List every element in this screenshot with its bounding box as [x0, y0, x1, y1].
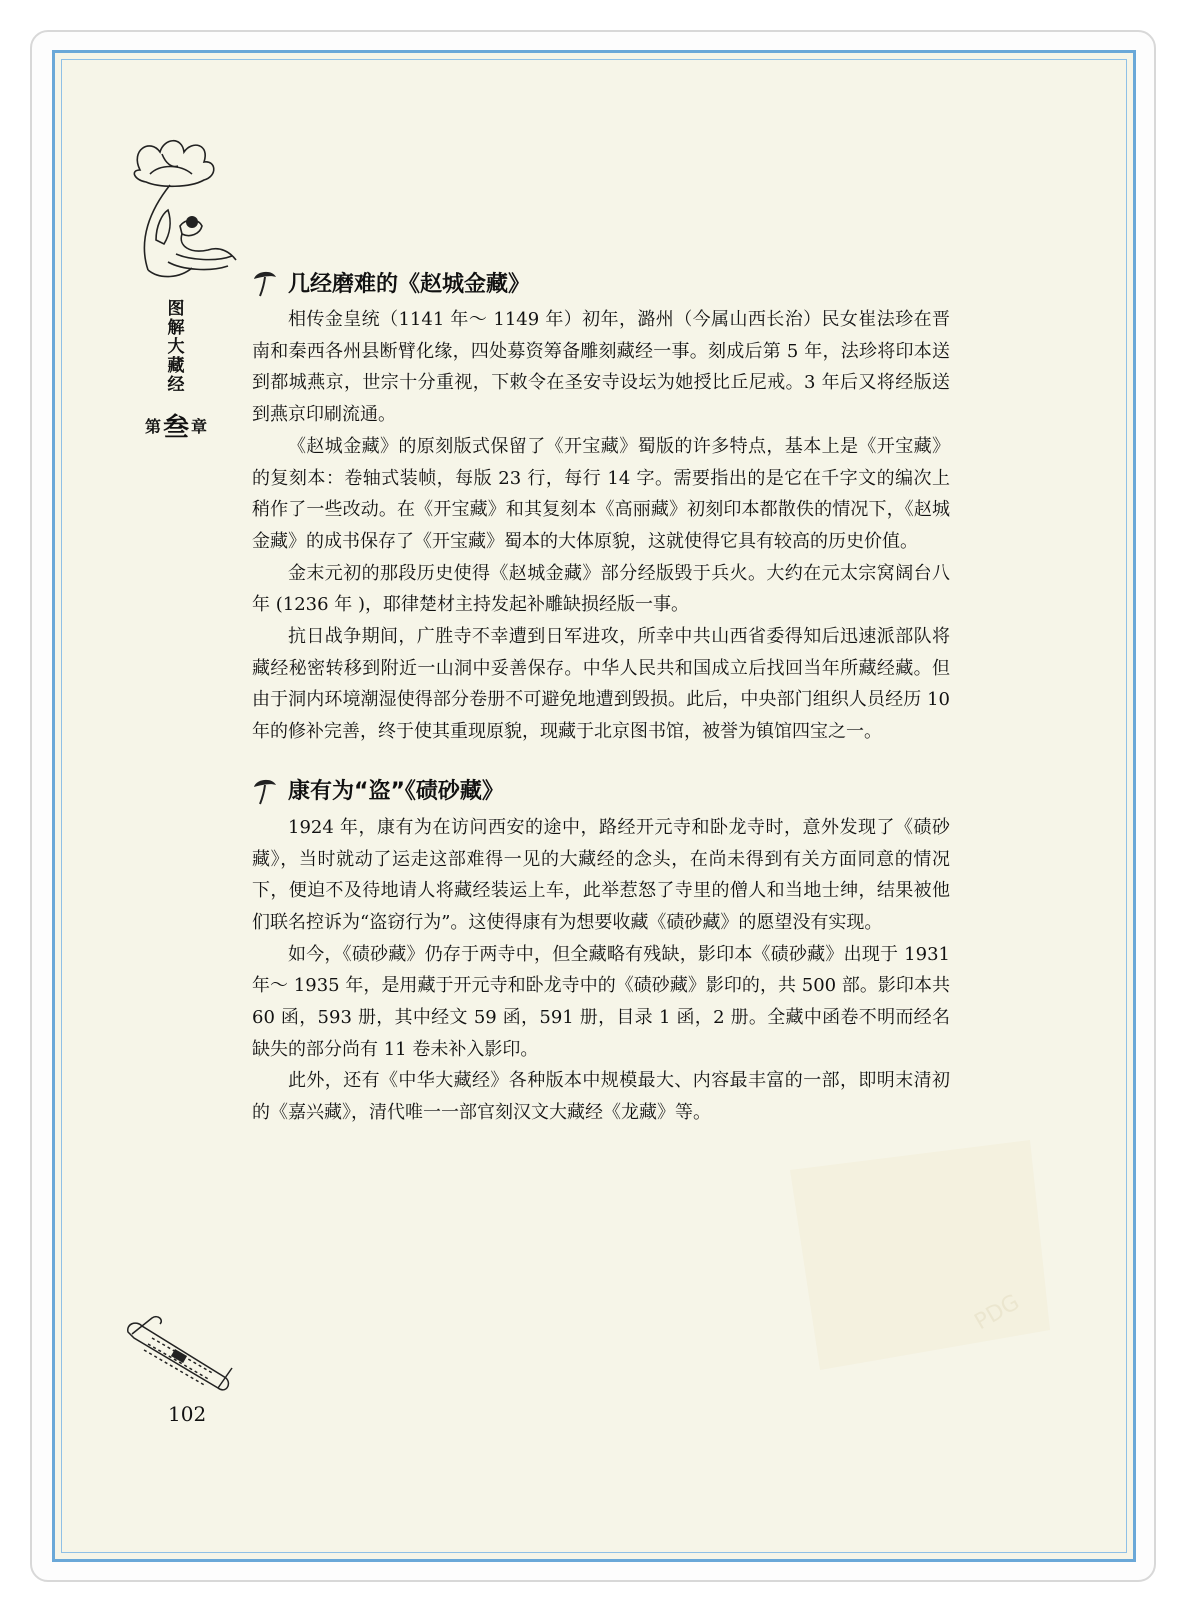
paragraph: 如今，《碛砂藏》仍存于两寺中，但全藏略有残缺，影印本《碛砂藏》出现于 1931 年～ 1935 年，是用藏于开元寺和卧龙寺中的《碛砂藏》影印的，共 500 部。影印本共 60 函，593 册，其中经文 59 函，591 册，目录 1 函，2 册。全藏中函卷不明而经名缺失的部分尚有 11 卷未补入影印。 — [252, 943, 950, 1060]
section-heading-text: 康有为“盗”《碛砂藏》 — [288, 779, 504, 805]
section-heading-text: 几经磨难的《赵城金藏》 — [288, 271, 531, 297]
chapter-prefix: 第 — [144, 417, 161, 436]
scroll-illustration — [122, 1308, 238, 1398]
chapter-label — [144, 407, 208, 444]
article-body — [252, 262, 950, 1151]
lotus-leaf-bullet-icon — [252, 267, 278, 297]
book-title-vertical: 图解大藏经 — [167, 299, 185, 395]
section-zhaocheng-jinzang — [252, 262, 950, 748]
chapter-suffix: 章 — [191, 417, 208, 436]
paragraph: 金末元初的那段历史使得《赵城金藏》部分经版毁于兵火。大约在元太宗窝阔台八年 (1236 年 )，耶律楚材主持发起补雕缺损经版一事。 — [252, 562, 950, 616]
section-heading — [252, 262, 950, 302]
paragraph: 1924 年，康有为在访问西安的途中，路经开元寺和卧龙寺时，意外发现了《碛砂藏》，当时就动了运走这部难得一见的大藏经的念头，在尚未得到有关方面同意的情况下，便迫不及待地请人将藏经装运上车，此举惹怒了寺里的僧人和当地士绅，结果被他们联名控诉为“盗窃行为”。这使得康有为想要收藏《碛砂藏》的愿望没有实现。 — [252, 816, 950, 933]
paragraph: 《赵城金藏》的原刻版式保留了《开宝藏》蜀版的许多特点，基本上是《开宝藏》的复刻本：卷轴式装帧，每版 23 行，每行 14 字。需要指出的是它在千字文的编次上稍作了一些改动。在《开宝藏》和其复刻本《高丽藏》初刻印本都散佚的情况下，《赵城金藏》的成书保存了《开宝藏》蜀本的大体原貌，这就使得它具有较高的历史价值。 — [252, 435, 950, 552]
chapter-number: 叁 — [163, 413, 190, 443]
lotus-leaf-bullet-icon — [252, 775, 278, 805]
section-heading — [252, 770, 950, 810]
lotus-ornament-illustration — [120, 130, 250, 300]
chapter-side-tab — [144, 299, 208, 444]
section-qisha-zang — [252, 770, 950, 1129]
paragraph: 此外，还有《中华大藏经》各种版本中规模最大、内容最丰富的一部，即明末清初的《嘉兴藏》，清代唯一一部官刻汉文大藏经《龙藏》等。 — [252, 1070, 950, 1124]
watermark-text: PDG — [970, 1289, 1024, 1336]
paragraph: 相传金皇统（1141 年～ 1149 年）初年，潞州（今属山西长治）民女崔法珍在晋南和秦西各州县断臂化缘，四处募资筹备雕刻藏经一事。刻成后第 5 年，法珍将印本送到都城燕京，世宗十分重视，下敕令在圣安寺设坛为她授比丘尼戒。3 年后又将经版送到燕京印刷流通。 — [252, 309, 950, 426]
page-number: 102 — [168, 1402, 207, 1426]
paragraph: 抗日战争期间，广胜寺不幸遭到日军进攻，所幸中共山西省委得知后迅速派部队将藏经秘密转移到附近一山洞中妥善保存。中华人民共和国成立后找回当年所藏经藏。但由于洞内环境潮湿使得部分卷册不可避免地遭到毁损。此后，中央部门组织人员经历 10 年的修补完善，终于使其重现原貌，现藏于北京图书馆，被誉为镇馆四宝之一。 — [252, 626, 950, 743]
watermark-stamp — [760, 1130, 1060, 1380]
